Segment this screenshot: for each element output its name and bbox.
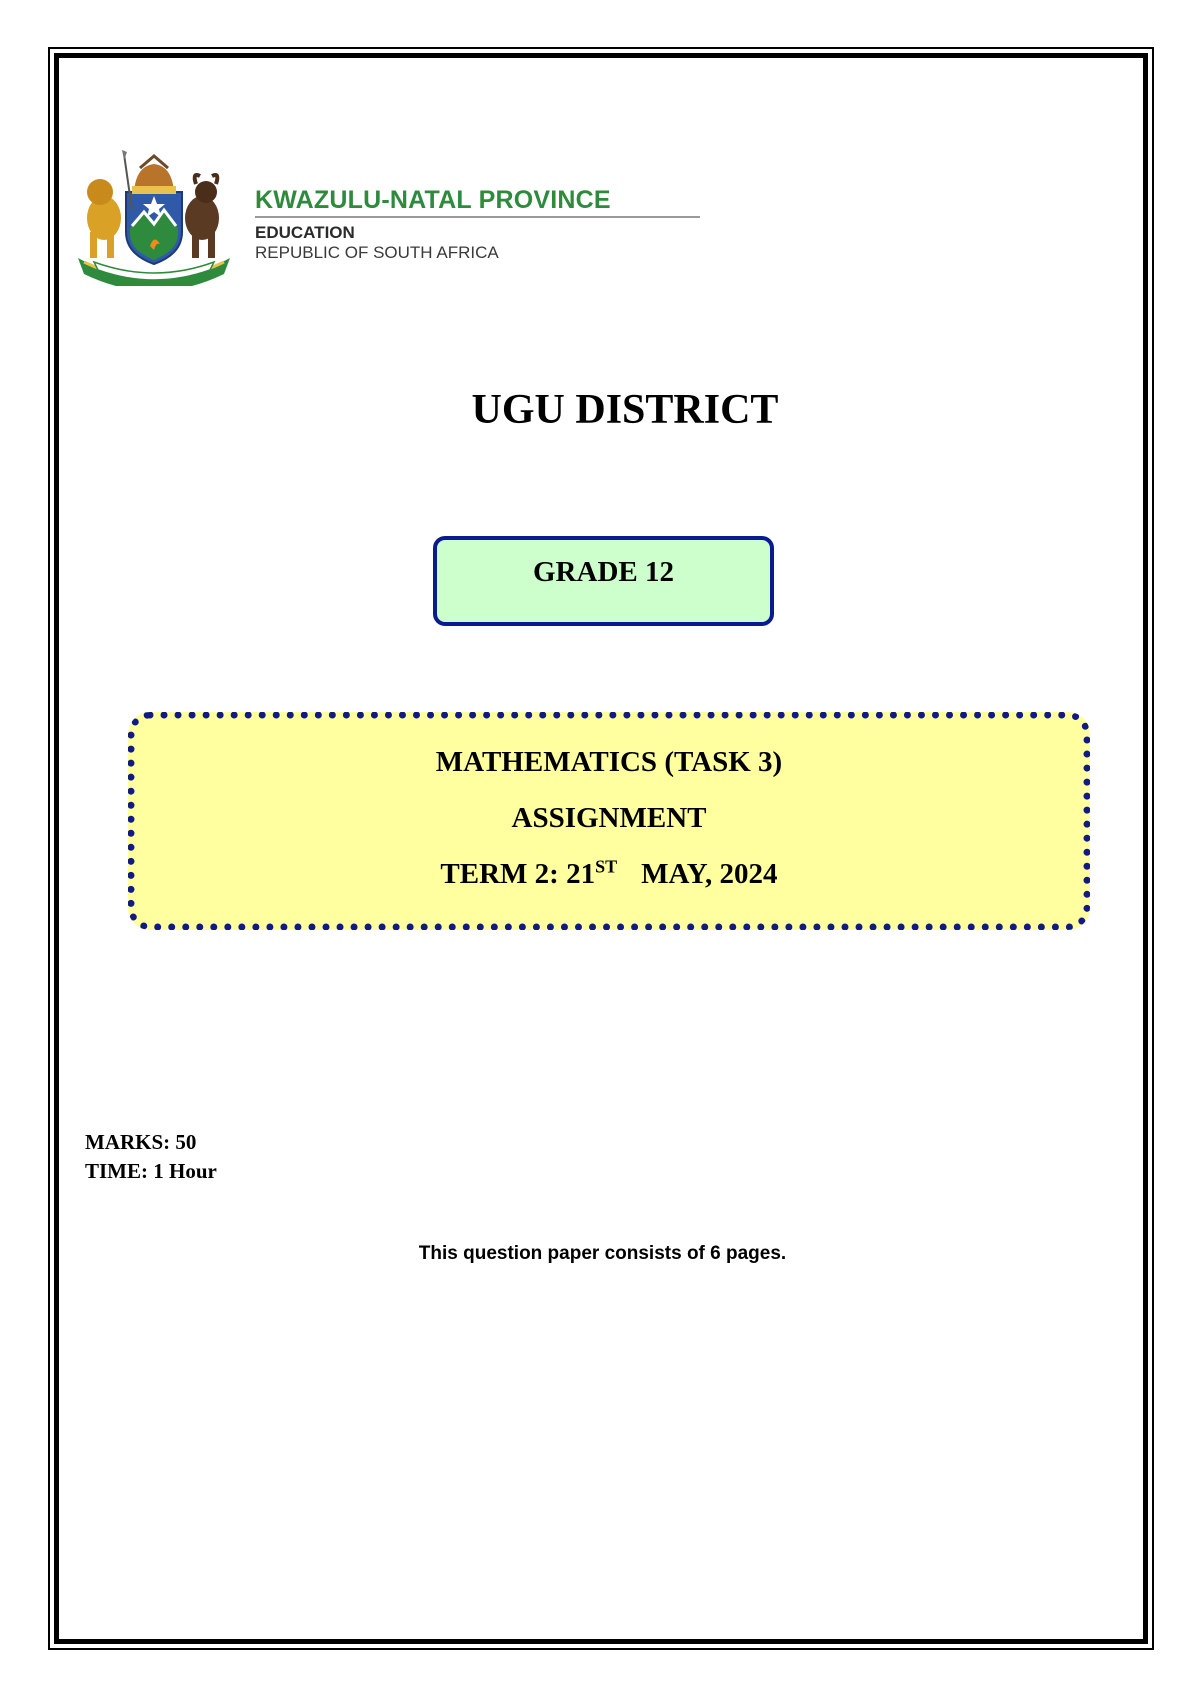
department-logo-text: [255, 185, 705, 263]
time-label: TIME: 1 Hour: [85, 1159, 217, 1183]
province-name: KWAZULU-NATAL PROVINCE: [255, 186, 611, 214]
subject-title: MATHEMATICS (TASK 3): [435, 746, 783, 778]
term-date-suffix: MAY, 2024: [641, 858, 778, 890]
district-title: UGU DISTRICT: [471, 387, 779, 433]
department-name: EDUCATION: [255, 223, 355, 242]
page-count-note: This question paper consists of 6 pages.: [418, 1243, 787, 1264]
country-name: REPUBLIC OF SOUTH AFRICA: [255, 243, 499, 262]
grade-box: [433, 536, 774, 626]
marks-label: MARKS: 50: [85, 1130, 197, 1154]
assignment-type: ASSIGNMENT: [511, 802, 707, 834]
exam-details: [85, 1128, 217, 1186]
coat-of-arms-icon: [74, 150, 234, 286]
grade-label: GRADE 12: [533, 555, 674, 588]
task-info-box: [128, 712, 1090, 930]
term-date-superscript: ST: [595, 856, 618, 877]
term-date-prefix: TERM 2: 21: [440, 858, 596, 890]
logo-divider: [255, 216, 700, 218]
term-date: [135, 857, 1083, 891]
